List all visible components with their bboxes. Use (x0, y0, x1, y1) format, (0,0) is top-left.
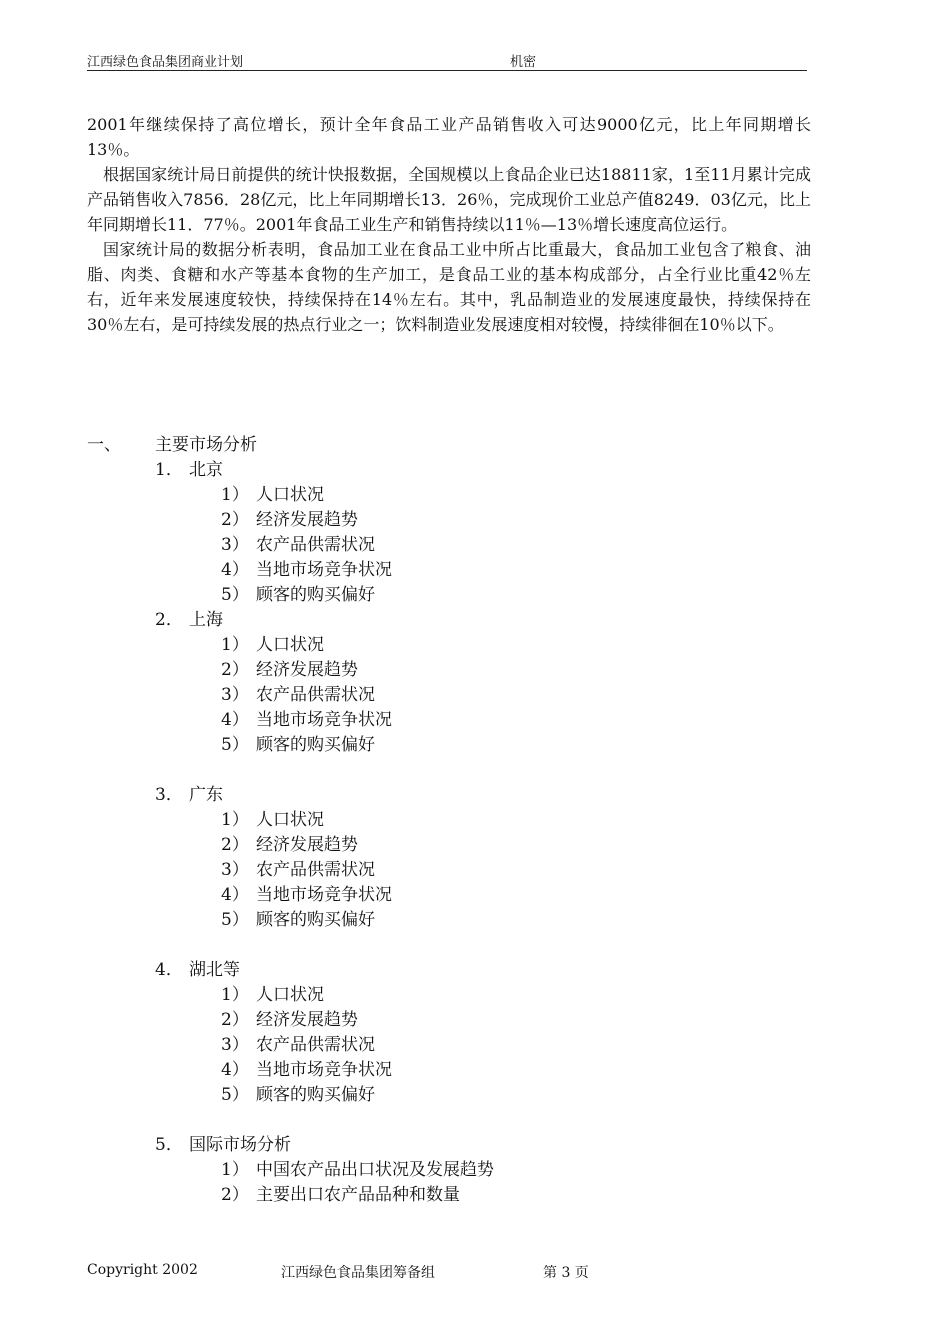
market-subitem-number: 2） (221, 660, 249, 680)
market-subitem-number: 2） (221, 510, 249, 530)
market-subitem-number: 4） (221, 885, 249, 905)
market-subitem (221, 1083, 375, 1108)
market-heading (155, 458, 223, 483)
market-subitem-number: 3） (221, 1035, 249, 1055)
market-subitem-number: 3） (221, 860, 249, 880)
market-subitem-text: 经济发展趋势 (256, 1010, 358, 1030)
market-heading-number: 5． (155, 1135, 183, 1155)
market-subitem-number: 5） (221, 585, 249, 605)
footer-org: 江西绿色食品集团筹备组 (281, 1265, 435, 1281)
market-subitem (221, 708, 392, 733)
market-subitem (221, 633, 324, 658)
market-subitem-number: 1） (221, 1160, 249, 1180)
market-subitem (221, 508, 358, 533)
market-subitem-number: 2） (221, 835, 249, 855)
market-subitem (221, 583, 375, 608)
market-subitem (221, 883, 392, 908)
section-title: 主要市场分析 (155, 435, 257, 455)
market-heading-text: 北京 (189, 460, 223, 480)
market-subitem-number: 1） (221, 635, 249, 655)
market-heading-number: 4． (155, 960, 183, 980)
market-subitem (221, 983, 324, 1008)
market-heading (155, 958, 240, 983)
market-subitem-number: 2） (221, 1010, 249, 1030)
market-heading-text: 湖北等 (189, 960, 240, 980)
market-subitem-number: 1） (221, 985, 249, 1005)
market-subitem-text: 顾客的购买偏好 (256, 585, 375, 605)
market-subitem (221, 808, 324, 833)
market-heading (155, 608, 223, 633)
market-subitem-number: 4） (221, 710, 249, 730)
market-subitem-text: 人口状况 (256, 985, 324, 1005)
market-subitem-number: 4） (221, 560, 249, 580)
paragraph: 2001年继续保持了高位增长，预计全年食品工业产品销售收入可达9000亿元，比上年同期增长13％。 (87, 115, 811, 159)
market-subitem-text: 主要出口农产品品种和数量 (256, 1185, 460, 1205)
market-subitem (221, 558, 392, 583)
market-subitem (221, 1033, 375, 1058)
market-subitem-text: 当地市场竞争状况 (256, 710, 392, 730)
market-subitem-text: 当地市场竞争状况 (256, 885, 392, 905)
market-heading-number: 3． (155, 785, 183, 805)
header-title: 江西绿色食品集团商业计划 (87, 55, 244, 70)
market-subitem-number: 5） (221, 910, 249, 930)
market-subitem-text: 顾客的购买偏好 (256, 735, 375, 755)
market-subitem-text: 农产品供需状况 (256, 685, 375, 705)
market-subitem (221, 1058, 392, 1083)
market-heading-text: 广东 (189, 785, 223, 805)
market-heading-number: 1． (155, 460, 183, 480)
market-subitem-text: 农产品供需状况 (256, 1035, 375, 1055)
market-subitem-text: 农产品供需状况 (256, 535, 375, 555)
market-subitem-text: 顾客的购买偏好 (256, 1085, 375, 1105)
market-heading-number: 2． (155, 610, 183, 630)
market-subitem-number: 3） (221, 685, 249, 705)
market-subitem-text: 农产品供需状况 (256, 860, 375, 880)
market-subitem-text: 经济发展趋势 (256, 660, 358, 680)
market-subitem-number: 1） (221, 810, 249, 830)
market-subitem-text: 顾客的购买偏好 (256, 910, 375, 930)
market-subitem (221, 533, 375, 558)
market-subitem-number: 1） (221, 485, 249, 505)
paragraph: 国家统计局的数据分析表明，食品加工业在食品工业中所占比重最大，食品加工业包含了粮食、油脂、肉类、食糖和水产等基本食物的生产加工，是食品工业的基本构成部分，占全行业比重42％左右，近年来发展速度较快，持续保持在14％左右。其中，乳品制造业的发展速度最快，持续保持在30％左右，是可持续发展的热点行业之一；饮料制造业发展速度相对较慢，持续徘徊在10％以下。 (87, 240, 811, 334)
footer-copyright: Copyright 2002 (87, 1262, 198, 1278)
market-subitem (221, 658, 358, 683)
market-subitem-text: 人口状况 (256, 810, 324, 830)
market-subitem-text: 经济发展趋势 (256, 510, 358, 530)
market-subitem (221, 908, 375, 933)
market-subitem (221, 683, 375, 708)
paragraph: 根据国家统计局日前提供的统计快报数据，全国规模以上食品企业已达18811家，1至11月累计完成产品销售收入7856．28亿元，比上年同期增长13．26％，完成现价工业总产值8249．03亿元，比上年同期增长11．77％。2001年食品工业生产和销售持续以11％—13％增长速度高位运行。 (87, 165, 811, 234)
header-confidential: 机密 (510, 55, 537, 70)
market-subitem (221, 733, 375, 758)
market-heading (155, 1133, 291, 1158)
market-subitem (221, 833, 358, 858)
market-subitem-number: 2） (221, 1185, 249, 1205)
market-subitem-text: 当地市场竞争状况 (256, 560, 392, 580)
market-subitem-text: 经济发展趋势 (256, 835, 358, 855)
market-subitem (221, 858, 375, 883)
section-number: 一、 (87, 435, 121, 455)
page-header (87, 50, 807, 71)
market-subitem (221, 1158, 494, 1183)
footer-page-number: 第 3 页 (543, 1265, 589, 1281)
market-subitem-number: 5） (221, 1085, 249, 1105)
market-subitem-text: 中国农产品出口状况及发展趋势 (256, 1160, 494, 1180)
market-heading (155, 783, 223, 808)
market-subitem-text: 当地市场竞争状况 (256, 1060, 392, 1080)
market-subitem (221, 483, 324, 508)
market-subitem-number: 4） (221, 1060, 249, 1080)
market-subitem (221, 1183, 460, 1208)
market-heading-text: 上海 (189, 610, 223, 630)
market-subitem-text: 人口状况 (256, 635, 324, 655)
market-subitem (221, 1008, 358, 1033)
market-heading-text: 国际市场分析 (189, 1135, 291, 1155)
section-heading (87, 433, 257, 458)
market-subitem-number: 5） (221, 735, 249, 755)
market-subitem-number: 3） (221, 535, 249, 555)
market-subitem-text: 人口状况 (256, 485, 324, 505)
body-text (87, 112, 811, 337)
